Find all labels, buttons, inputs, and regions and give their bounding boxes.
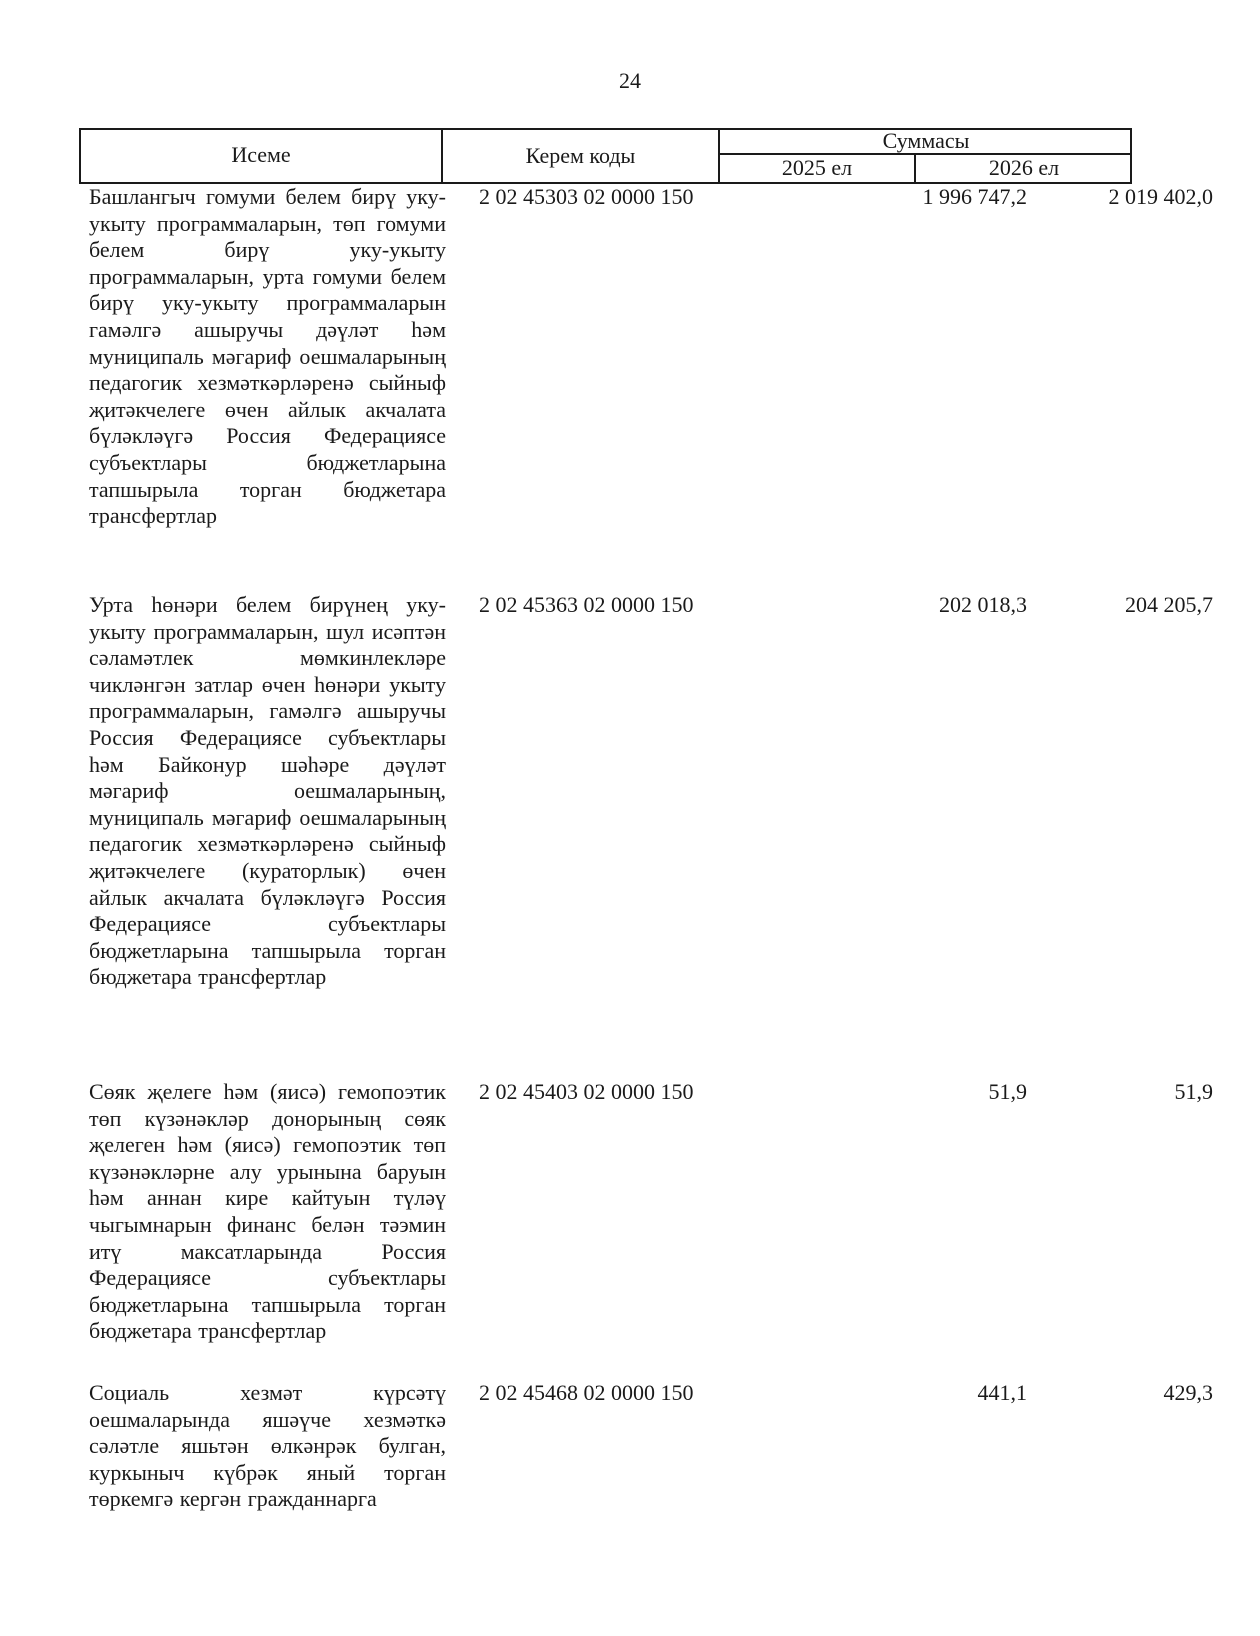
row-value-2026: 429,3 xyxy=(1163,1380,1213,1405)
row-name: Сөяк җелеге һәм (яисә) гемопоэтик төп күзәнәкләр донорының сөяк җелеген һәм (яисә) гемопоэтик төп күзәнәкләрне алу урынына баруын һәм аннан кире кайтуын түләү чыгымнарын финанс белән тәэмин итү максатларында Россия Федерациясе субъектлары бюджетларына тапшырыла торган бюджетара трансфертлар xyxy=(89,1079,446,1344)
header-year-2026: 2026 ел xyxy=(988,155,1060,180)
row-value-2026: 51,9 xyxy=(1174,1079,1213,1104)
row-value-2025: 51,9 xyxy=(988,1079,1027,1104)
header-name: Исеме xyxy=(231,142,291,167)
row-value-2025: 202 018,3 xyxy=(939,592,1027,617)
row-code: 2 02 45363 02 0000 150 xyxy=(479,592,694,617)
row-value-2025: 441,1 xyxy=(977,1380,1027,1405)
row-name: Социаль хезмәт күрсәтү оешмаларында яшәүче хезмәткә сәләтле яшьтән өлкәнрәк булган, куркыныч күбрәк яный торган төркемгә кергән гражданнарга xyxy=(89,1380,446,1512)
row-name: Урта һөнәри белем бирүнең уку-укыту программаларын, шул исәптән сәламәтлек мөмкинлекләре чикләнгән затлар өчен һөнәри укыту программаларын, гамәлгә ашыручы Россия Федерациясе субъектлары һәм Байконур шәһәре дәүләт мәгариф оешмаларының, муниципаль мәгариф оешмаларының педагогик хезмәткәрләренә сыйныф җитәкчелеге (кураторлык) өчен айлык акчалата бүләкләүгә Россия Федерациясе субъектлары бюджетларына тапшырыла торган бюджетара трансфертлар xyxy=(89,592,446,990)
row-value-2025: 1 996 747,2 xyxy=(922,184,1027,209)
row-code: 2 02 45303 02 0000 150 xyxy=(479,184,694,209)
header-code: Керем коды xyxy=(525,143,636,168)
header-sums: Суммасы xyxy=(882,128,970,153)
page-number: 24 xyxy=(619,68,641,93)
table-header xyxy=(79,128,1132,184)
row-code: 2 02 45468 02 0000 150 xyxy=(479,1380,694,1405)
header-year-2025: 2025 ел xyxy=(781,155,853,180)
row-name: Башлангыч гомуми белем бирү уку-укыту программаларын, төп гомуми белем бирү уку-укыту программаларын, урта гомуми белем бирү уку-укыту программаларын гамәлгә ашыручы дәүләт һәм муниципаль мәгариф оешмаларының педагогик хезмәткәрләренә сыйныф җитәкчелеге өчен айлык акчалата бүләкләүгә Россия Федерациясе субъектлары бюджетларына тапшырыла торган бюджетара трансфертлар xyxy=(89,184,446,529)
row-value-2026: 204 205,7 xyxy=(1125,592,1213,617)
row-value-2026: 2 019 402,0 xyxy=(1108,184,1213,209)
row-code: 2 02 45403 02 0000 150 xyxy=(479,1079,694,1104)
